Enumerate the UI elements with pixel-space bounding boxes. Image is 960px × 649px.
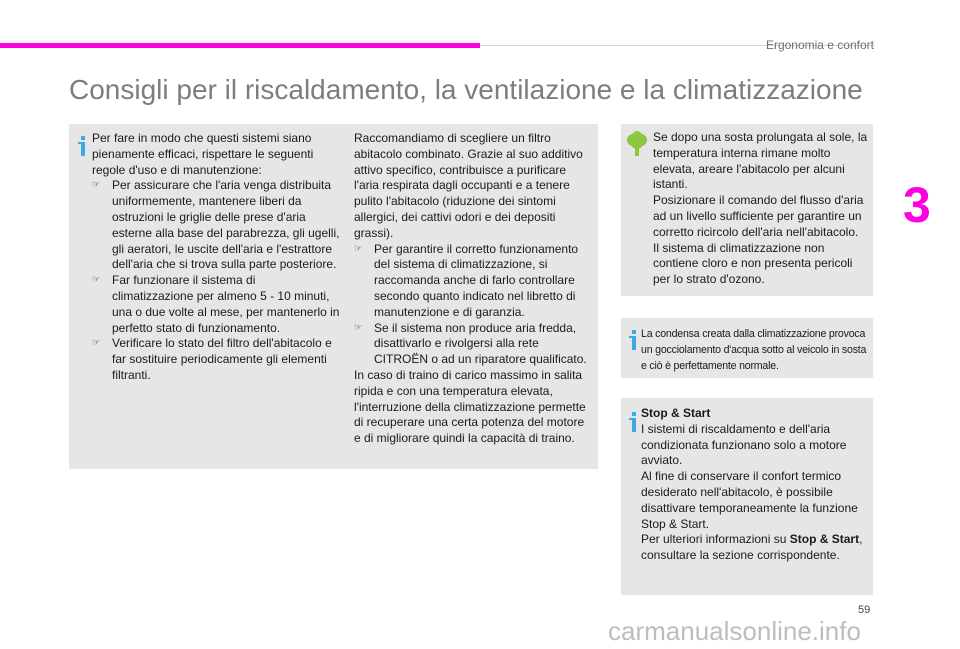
info-icon xyxy=(628,330,641,350)
list-item-text: Per garantire il corretto funzionamento del sistema di climatizzazione, si raccomanda anche di farlo controllare secondo quanto indicato nel libretto di manutenzione e di garanzia. xyxy=(374,241,579,319)
stop-start-para-1: I sistemi di riscaldamento e dell'aria condizionata funzionano solo a motore avviato. xyxy=(641,421,847,468)
page-title: Consigli per il riscaldamento, la ventilazione e la climatizzazione xyxy=(69,74,863,105)
middle-intro: Raccomandiamo di scegliere un filtro abitacolo combinato. Grazie al suo additivo attivo specifico, contribuisce a purificare l'aria respirata dagli occupanti e a tenere pulito l'abitacolo (riduzione dei sintomi allergici, dei cattivi odori e dei depositi grassi). xyxy=(354,131,583,240)
header-accent-bar xyxy=(0,43,480,48)
info-icon xyxy=(628,412,641,432)
list-item-text: Se il sistema non produce aria fredda, disattivarlo e rivolgersi alla rete CITROËN o ad un riparatore qualificato. xyxy=(374,320,587,367)
eco-tip-panel xyxy=(621,124,873,296)
list-item-text: Per assicurare che l'aria venga distribuita uniformemente, mantenere liberi da ostruzioni le griglie delle prese d'aria esterne alla base del parabrezza, gli ugelli, gli aeratori, le uscite dell'aria e l'estrattore dell'aria che si trova sulla parte posteriore. xyxy=(112,178,340,272)
list-item xyxy=(92,178,340,273)
arrow-bullet-icon: ☞ xyxy=(354,243,363,254)
info-icon xyxy=(77,136,90,156)
left-column xyxy=(92,131,340,384)
left-intro: Per fare in modo che questi sistemi siano pienamente efficaci, rispettare le seguenti regole d'uso e di manutenzione: xyxy=(92,131,314,177)
chapter-number: 3 xyxy=(903,177,931,233)
stop-start-panel xyxy=(621,398,873,595)
eco-para-1: Se dopo una sosta prolungata al sole, la temperatura interna rimane molto elevata, areare l'abitacolo per alcuni istanti. xyxy=(653,130,868,192)
list-item xyxy=(354,242,594,321)
list-item-text: Far funzionare il sistema di climatizzazione per almeno 5 - 10 minuti, una o due volte al mese, per mantenerlo in perfetto stato di funzionamento. xyxy=(112,273,340,335)
arrow-bullet-icon: ☞ xyxy=(354,322,363,333)
stop-start-para-3-post: , consultare la sezione corrispondente. xyxy=(641,532,863,563)
stop-start-para-2: Al fine di conservare il confort termico desiderato nell'abitacolo, è possibile disattivare temporaneamente la funzione Stop & Start. xyxy=(641,469,858,531)
middle-outro: In caso di traino di carico massimo in salita ripida e con una temperatura elevata, l'interruzione della climatizzazione permette di recuperare una certa potenza del motore e di migliorare quindi la capacità di traino. xyxy=(354,367,586,446)
stop-start-text xyxy=(641,406,869,564)
eco-tree-icon xyxy=(626,131,648,157)
stop-start-para-3-bold: Stop & Start xyxy=(789,532,860,547)
list-item-text: Verificare lo stato del filtro dell'abitacolo e far sostituire periodicamente gli elementi filtranti. xyxy=(112,336,332,382)
arrow-bullet-icon: ☞ xyxy=(92,338,101,349)
eco-para-3: Il sistema di climatizzazione non contiene cloro e non presenta pericoli per lo strato d'ozono. xyxy=(653,240,853,287)
section-title: Ergonomia e confort xyxy=(765,38,874,52)
arrow-bullet-icon: ☞ xyxy=(92,180,101,191)
maintenance-tips-panel xyxy=(69,124,598,469)
arrow-bullet-icon: ☞ xyxy=(92,275,101,286)
list-item xyxy=(92,273,340,336)
eco-tip-text xyxy=(653,130,869,288)
eco-para-2: Posizionare il comando del flusso d'aria ad un livello sufficiente per garantire un corretto ricircolo dell'aria nell'abitacolo. xyxy=(653,193,864,239)
stop-start-title: Stop & Start xyxy=(641,406,711,420)
list-item xyxy=(92,336,340,383)
stop-start-para-3 xyxy=(641,532,869,564)
condensation-note-panel xyxy=(621,318,873,378)
stop-start-para-3-pre: Per ulteriori informazioni su xyxy=(641,532,790,547)
watermark: carmanualsonline.info xyxy=(608,616,861,646)
page-number: 59 xyxy=(858,604,871,616)
middle-column xyxy=(354,131,594,447)
condensation-note-text: La condensa creata dalla climatizzazione provoca un gocciolamento d'acqua sotto al veicolo in sosta e ciò è perfettamente normale. xyxy=(641,328,867,372)
list-item xyxy=(354,321,594,368)
